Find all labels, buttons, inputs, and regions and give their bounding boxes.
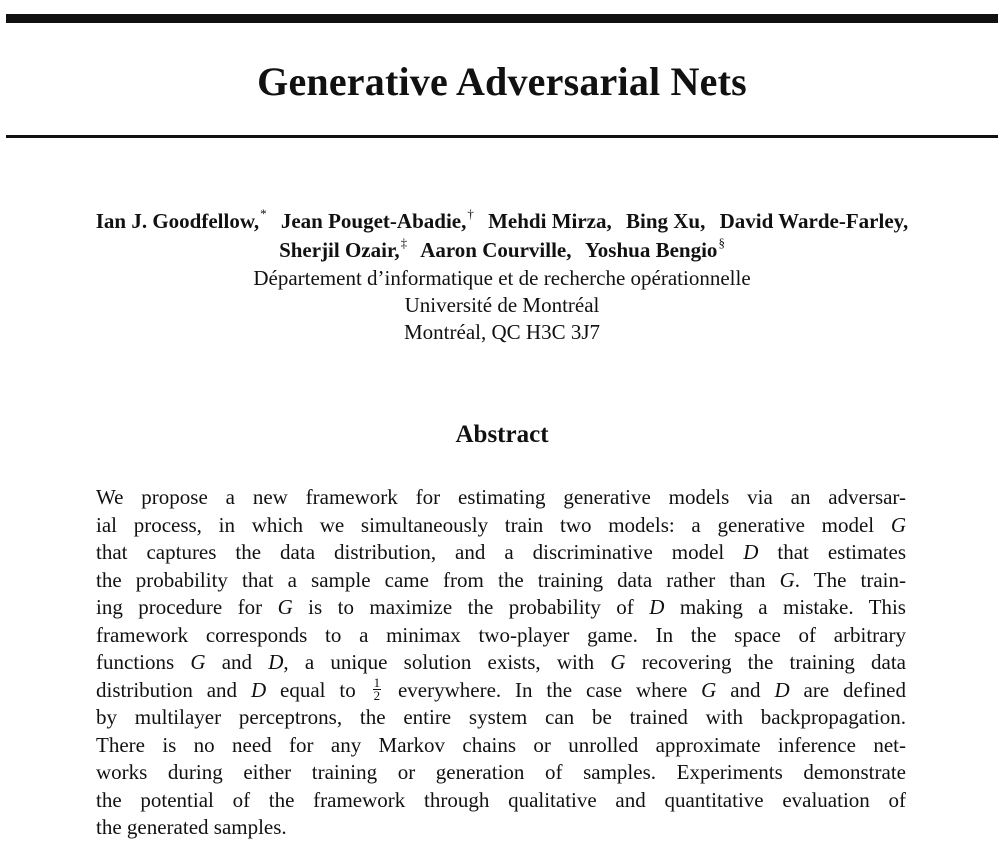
affiliation-department: Département d’informatique et de recherche opérationnelle <box>253 266 751 290</box>
abstract-line: We propose a new framework for estimating generative models via an adversar- <box>96 485 906 509</box>
math-symbol: D <box>743 540 759 564</box>
author-footnote-mark: ‡ <box>400 235 408 250</box>
math-symbol: G <box>610 650 626 674</box>
author-mirza <box>488 209 612 233</box>
author-pouget-abadie <box>280 206 474 233</box>
math-symbol: G <box>190 650 206 674</box>
author-line-2 <box>0 236 1004 265</box>
author-bengio <box>584 235 725 262</box>
math-symbol: D <box>774 677 790 702</box>
author-xu <box>626 209 705 233</box>
author-name: Ian J. Goodfellow, <box>95 209 260 233</box>
author-warde-farley <box>720 209 909 233</box>
affiliation-university: Université de Montréal <box>404 293 600 317</box>
affiliation-address: Montréal, QC H3C 3J7 <box>404 320 600 344</box>
title-bottom-rule <box>6 135 998 138</box>
author-block <box>0 207 1004 265</box>
abstract-line: the probability that a sample came from the training data rather than G. The train- <box>96 567 906 592</box>
author-ozair <box>279 235 408 262</box>
author-name: David Warde-Farley, <box>719 209 909 233</box>
author-footnote-mark: § <box>718 235 725 250</box>
author-name: Bing Xu, <box>626 209 706 233</box>
author-footnote-mark: † <box>467 206 474 221</box>
fraction-one-half: $\frac{1}{2}$ <box>373 675 381 704</box>
math-symbol: D <box>250 677 267 702</box>
paper-title: Generative Adversarial Nets <box>257 59 747 104</box>
abstract-line: framework corresponds to a minimax two-player game. In the space of arbitrary <box>96 622 906 647</box>
author-courville <box>420 238 571 262</box>
abstract-line: ing procedure for G is to maximize the probability of D making a mistake. This <box>96 595 906 619</box>
math-symbol: G <box>890 512 906 537</box>
author-footnote-mark: * <box>260 206 267 221</box>
abstract-line: There is no need for any Markov chains or unrolled approximate inference net- <box>96 732 906 757</box>
author-name: Aaron Courville, <box>420 238 572 262</box>
abstract-line: that captures the data distribution, and a discriminative model D that estimates <box>96 540 906 564</box>
author-name: Mehdi Mirza, <box>488 209 612 233</box>
abstract-line: the generated samples. <box>96 815 287 840</box>
abstract-line: ial process, in which we simultaneously train two models: a generative model G <box>96 512 906 537</box>
author-goodfellow <box>95 206 267 233</box>
author-name: Sherjil Ozair, <box>279 238 400 262</box>
math-symbol: G <box>779 567 795 592</box>
author-name: Yoshua Bengio <box>584 238 718 262</box>
top-rule <box>6 14 998 23</box>
abstract-line: by multilayer perceptrons, the entire system can be trained with backpropagation. <box>96 705 906 730</box>
abstract-line: the potential of the framework through qualitative and quantitative evaluation of <box>96 787 906 812</box>
math-symbol: D <box>649 595 665 619</box>
abstract-body <box>96 484 906 842</box>
affiliation-block <box>0 265 1004 346</box>
math-symbol: D <box>268 650 284 674</box>
author-name: Jean Pouget-Abadie, <box>280 209 467 233</box>
author-line-1 <box>0 207 1004 236</box>
abstract-line: works during either training or generation of samples. Experiments demonstrate <box>96 760 906 785</box>
abstract-heading: Abstract <box>455 421 549 448</box>
math-symbol: G <box>277 595 293 619</box>
math-symbol: G <box>701 677 717 702</box>
abstract-line: distribution and D equal to $\frac{1}{2}$ everywhere. In the case where G and D are defined <box>96 675 906 704</box>
abstract-line: functions G and D, a unique solution exists, with G recovering the training data <box>96 650 906 674</box>
